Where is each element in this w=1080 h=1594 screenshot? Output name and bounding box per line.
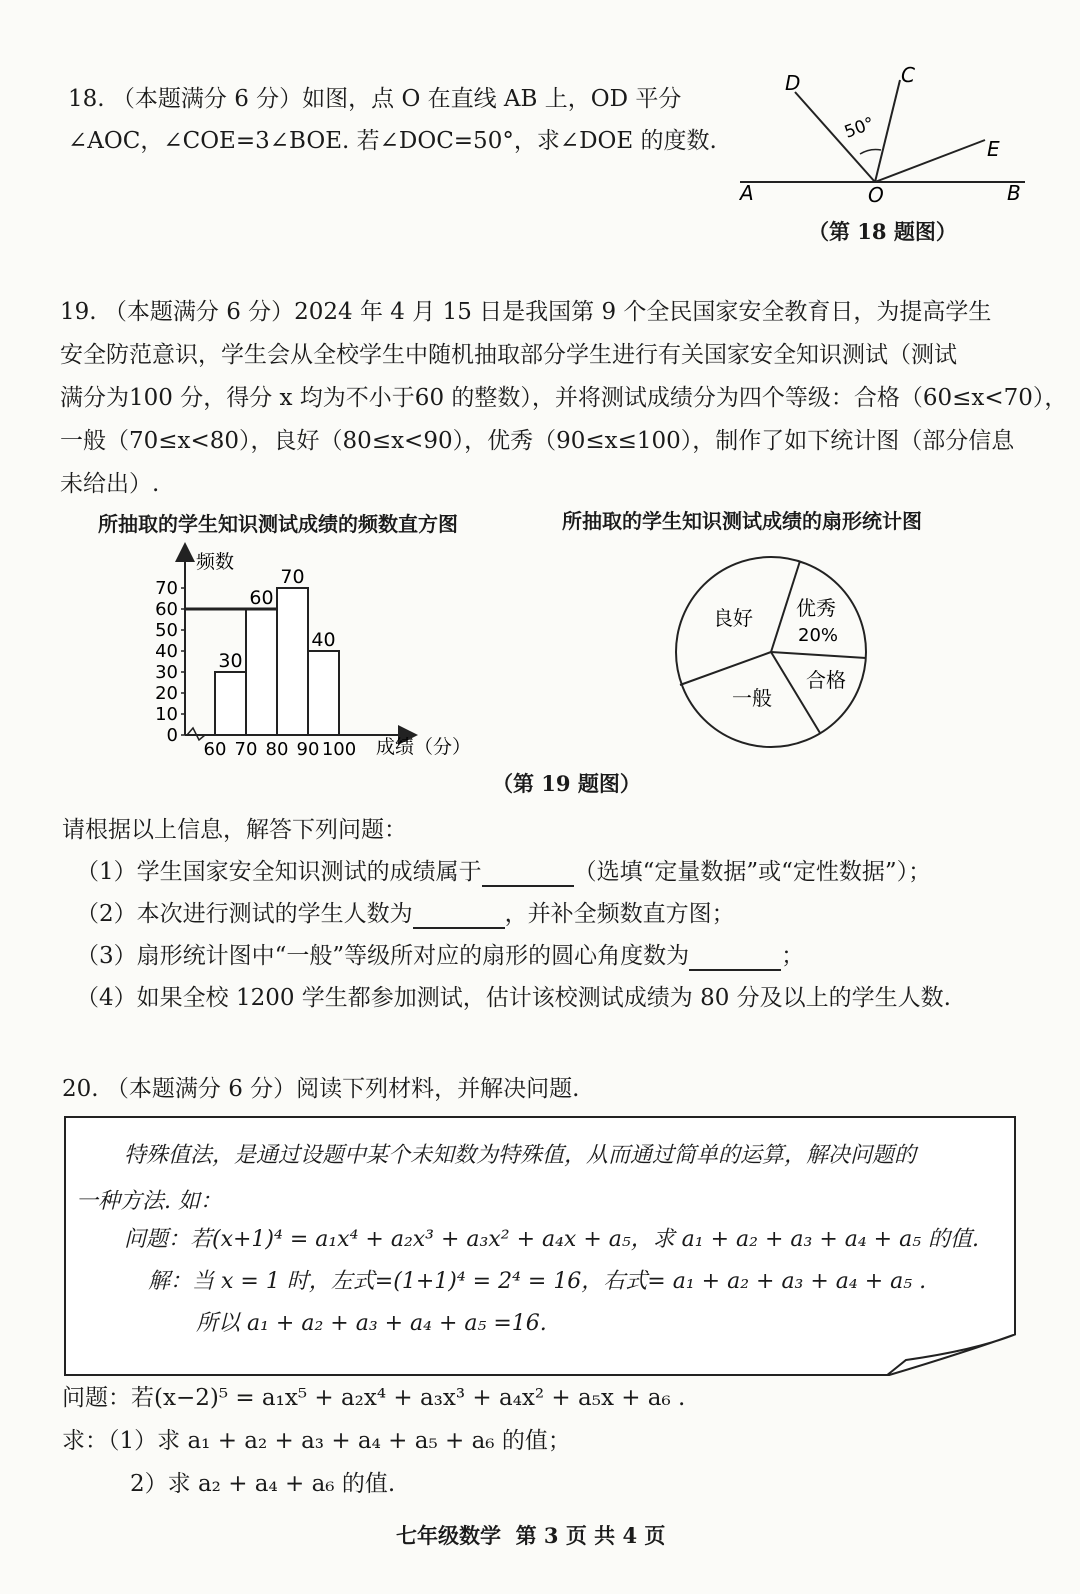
pie-label-good: 良好 bbox=[713, 606, 753, 630]
page-footer: 七年级数学 第 3 页 共 4 页 bbox=[396, 1523, 666, 1548]
bar-value-label: 40 bbox=[311, 629, 336, 651]
x-tick-label: 80 bbox=[265, 739, 289, 760]
q20-ask1: 求：（1）求 a₁ + a₂ + a₃ + a₄ + a₅ + a₆ 的值； bbox=[62, 1428, 571, 1454]
box-line4: 解：当 x = 1 时，左式=(1+1)⁴ = 2⁴ = 16，右式= a₁ + a₂ + a₃ + a₄ + a₅ . bbox=[148, 1269, 927, 1294]
q20-ask2: 2）求 a₂ + a₄ + a₆ 的值. bbox=[130, 1471, 396, 1497]
y-tick-label: 60 bbox=[155, 599, 178, 620]
point-o-label: O bbox=[868, 183, 884, 207]
pie-divider-right bbox=[771, 652, 866, 658]
histogram-bar bbox=[246, 609, 277, 735]
ray-oe bbox=[875, 140, 985, 182]
point-e-label: E bbox=[987, 137, 1000, 161]
answer-blank-2[interactable] bbox=[413, 903, 505, 929]
bar-value-label: 30 bbox=[218, 650, 243, 672]
q18-line1: 18. （本题满分 6 分）如图，点 O 在直线 AB 上，OD 平分 bbox=[68, 86, 682, 112]
y-tick-label: 20 bbox=[155, 683, 178, 704]
y-tick-label: 70 bbox=[155, 578, 178, 599]
y-tick-label: 30 bbox=[155, 662, 178, 683]
q20-line1: 20. （本题满分 6 分）阅读下列材料，并解决问题. bbox=[62, 1076, 580, 1102]
q19-sub2-text-end: ，并补全频数直方图； bbox=[504, 901, 735, 927]
y-axis-label: 频数 bbox=[196, 551, 235, 573]
histogram-bar bbox=[308, 651, 339, 735]
point-a-label: A bbox=[740, 181, 754, 205]
q19-line4: 一般（70≤x<80），良好（80≤x<90），优秀（90≤x≤100），制作了如下统计图（部分信息 bbox=[60, 428, 1015, 454]
box-line5: 所以 a₁ + a₂ + a₃ + a₄ + a₅ =16. bbox=[196, 1311, 547, 1336]
box-line1: 特殊值法，是通过设题中某个未知数为特殊值，从而通过简单的运算，解决问题的 bbox=[124, 1143, 917, 1168]
point-c-label: C bbox=[901, 63, 915, 87]
q19-sub1-text: （1）学生国家安全知识测试的成绩属于 bbox=[76, 859, 482, 885]
q20-problem: 问题：若(x−2)⁵ = a₁x⁵ + a₂x⁴ + a₃x³ + a₄x² + a₅x + a₆ . bbox=[62, 1385, 686, 1411]
frequency-histogram bbox=[140, 540, 500, 765]
pie-label-pass: 合格 bbox=[806, 668, 846, 692]
bar-value-label: 60 bbox=[249, 587, 274, 609]
pie-title: 所抽取的学生知识测试成绩的扇形统计图 bbox=[562, 509, 922, 533]
pie-divider-bottom bbox=[771, 652, 820, 733]
angle-50-label: 50° bbox=[841, 113, 878, 143]
q19-sub3 bbox=[76, 941, 804, 971]
angle-arc bbox=[860, 150, 881, 155]
answer-blank-3[interactable] bbox=[689, 945, 781, 971]
q19-figure-caption: （第 19 题图） bbox=[492, 771, 641, 796]
x-tick-label: 100 bbox=[321, 739, 357, 760]
point-d-label: D bbox=[785, 71, 801, 95]
q19-sub2-text: （2）本次进行测试的学生人数为 bbox=[76, 901, 413, 927]
box-line3: 问题：若(x+1)⁴ = a₁x⁴ + a₂x³ + a₃x² + a₄x + a₅，求 a₁ + a₂ + a₃ + a₄ + a₅ 的值. bbox=[124, 1227, 980, 1252]
y-tick-label: 40 bbox=[155, 641, 178, 662]
q19-line1: 19. （本题满分 6 分）2024 年 4 月 15 日是我国第 9 个全民国家安全教育日，为提高学生 bbox=[60, 299, 992, 325]
y-tick-label: 0 bbox=[166, 725, 178, 746]
histogram-bar bbox=[215, 672, 246, 735]
point-b-label: B bbox=[1007, 181, 1021, 205]
x-tick-label: 70 bbox=[234, 739, 258, 760]
q19-line5: 未给出）. bbox=[60, 471, 160, 497]
q19-sub2 bbox=[76, 899, 735, 929]
x-axis-label: 成绩（分） bbox=[376, 736, 472, 758]
q19-line2: 安全防范意识，学生会从全校学生中随机抽取部分学生进行有关国家安全知识测试（测试 bbox=[60, 342, 957, 368]
bar-value-label: 70 bbox=[280, 566, 305, 588]
x-tick-label: 60 bbox=[203, 739, 227, 760]
box-line2: 一种方法. 如： bbox=[76, 1189, 222, 1214]
pie-label-excellent-percent: 20% bbox=[798, 625, 839, 646]
q19-sub1 bbox=[76, 857, 931, 887]
ray-oc bbox=[875, 80, 900, 182]
pie-divider-left bbox=[680, 652, 771, 685]
q18-geometry-figure bbox=[735, 62, 1035, 212]
answer-blank-1[interactable] bbox=[482, 861, 574, 887]
q19-intro: 请根据以上信息，解答下列问题： bbox=[62, 817, 407, 843]
q18-caption: （第 18 题图） bbox=[808, 219, 957, 244]
pie-label-excellent: 优秀 bbox=[796, 596, 836, 620]
histogram-bar bbox=[277, 588, 308, 735]
q19-sub1-text-end: （选填“定量数据”或“定性数据”）； bbox=[573, 859, 932, 885]
q19-line3: 满分为100 分，得分 x 均为不小于60 的整数），并将测试成绩分为四个等级：合格（60≤x<70）， bbox=[60, 385, 1068, 411]
q19-sub3-text: （3）扇形统计图中“一般”等级所对应的扇形的圆心角度数为 bbox=[76, 943, 690, 969]
y-tick-label: 50 bbox=[155, 620, 178, 641]
histogram-title: 所抽取的学生知识测试成绩的频数直方图 bbox=[98, 512, 458, 536]
material-box bbox=[64, 1116, 1016, 1376]
pie-label-average: 一般 bbox=[732, 686, 772, 710]
y-tick-label: 10 bbox=[155, 704, 178, 725]
q19-sub3-text-end: ； bbox=[781, 943, 805, 969]
q18-line2: ∠AOC，∠COE=3∠BOE. 若∠DOC=50°，求∠DOE 的度数. bbox=[68, 128, 717, 154]
page-curl-corner bbox=[886, 1334, 1016, 1376]
q19-sub4: （4）如果全校 1200 学生都参加测试，估计该校测试成绩为 80 分及以上的学生人数. bbox=[76, 985, 951, 1011]
x-tick-label: 90 bbox=[296, 739, 320, 760]
pie-chart bbox=[668, 555, 878, 755]
